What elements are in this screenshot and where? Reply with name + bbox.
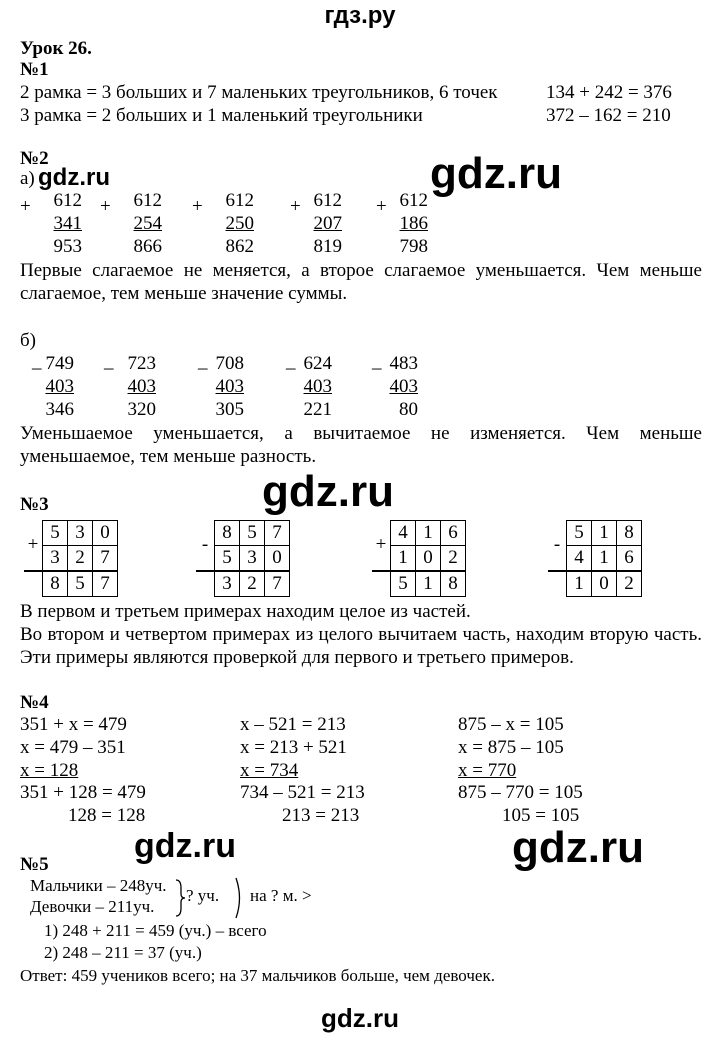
minuend: 749: [45, 353, 74, 374]
digit: 6: [441, 521, 466, 546]
digit: 3: [240, 546, 265, 572]
digit-grid-4: [548, 520, 642, 597]
digit-grid-1: [24, 520, 118, 597]
digit: 7: [93, 546, 118, 572]
digit: 1: [592, 521, 617, 546]
addend-2: 207: [313, 213, 342, 234]
subtraction-column: [100, 353, 156, 422]
task2-label: №2: [20, 148, 49, 169]
digit: 5: [68, 571, 93, 597]
addend-2: 341: [53, 213, 82, 234]
addend-1: 612: [53, 190, 82, 211]
subtrahend: 403: [303, 376, 332, 397]
task1-line2: 3 рамка = 2 больших и 1 маленький треугольники: [20, 105, 423, 126]
subtrahend: 403: [215, 376, 244, 397]
watermark: gdz.ru: [262, 467, 394, 516]
lesson-title: Урок 26.: [20, 38, 92, 59]
check-line: 734 – 521 = 213: [240, 782, 365, 804]
digit: 5: [43, 521, 68, 546]
digit: 0: [265, 546, 290, 572]
sum: 953: [53, 236, 82, 257]
minuend: 708: [215, 353, 244, 374]
task2-b-label: б): [20, 330, 36, 351]
minus-sign: _: [372, 351, 382, 372]
digit: 0: [93, 521, 118, 546]
difference: 305: [215, 399, 244, 420]
digit: 4: [567, 546, 592, 572]
task1-line1: 2 рамка = 3 больших и 7 маленьких треугольников, 6 точек: [20, 82, 498, 103]
addition-column: [290, 190, 342, 259]
digit: 7: [265, 521, 290, 546]
watermark: gdz.ru: [321, 1003, 399, 1033]
digit: 1: [391, 546, 416, 572]
sum: 798: [399, 236, 428, 257]
addend-2: 250: [225, 213, 254, 234]
check-result: 105 = 105: [502, 805, 580, 827]
task4-label: №4: [20, 692, 49, 713]
task3-text1: В первом и третьем примерах находим целое из частей.: [20, 601, 471, 622]
digit: 5: [391, 571, 416, 597]
addition-column: [100, 190, 162, 259]
plus-sign: +: [100, 196, 111, 217]
subtrahend: 403: [389, 376, 418, 397]
equation-column-2: [240, 714, 365, 828]
difference: 346: [45, 399, 74, 420]
operation-sign: +: [24, 521, 43, 572]
brace-icon: [174, 878, 186, 918]
addend-1: 612: [313, 190, 342, 211]
minus-sign: _: [198, 351, 208, 372]
girls-count: Девочки – 211уч.: [30, 897, 155, 916]
digit: 7: [265, 571, 290, 597]
addend-1: 612: [399, 190, 428, 211]
total-question: ? уч.: [186, 886, 220, 905]
addition-column: [376, 190, 428, 259]
watermark: gdz.ru: [512, 823, 644, 872]
check-result: 128 = 128: [68, 805, 146, 827]
watermark: gdz.ru: [430, 149, 562, 198]
digit: 5: [567, 521, 592, 546]
boys-count: Мальчики – 248уч.: [30, 876, 167, 895]
task3-label: №3: [20, 494, 49, 515]
minuend: 723: [127, 353, 156, 374]
addition-column: [192, 190, 254, 259]
digit: 0: [592, 571, 617, 597]
operation-sign: -: [196, 521, 215, 572]
minus-sign: _: [286, 351, 296, 372]
digit: 1: [416, 521, 441, 546]
bracket-icon: [234, 876, 244, 920]
digit: 4: [391, 521, 416, 546]
equation-line: x = 213 + 521: [240, 736, 347, 758]
digit: 7: [93, 571, 118, 597]
digit: 5: [215, 546, 240, 572]
task1-label: №1: [20, 59, 49, 80]
addend-2: 254: [133, 213, 162, 234]
digit: 1: [567, 571, 592, 597]
subtrahend: 403: [45, 376, 74, 397]
solution-step-1: 1) 248 + 211 = 459 (уч.) – всего: [44, 921, 267, 940]
digit: 5: [240, 521, 265, 546]
minus-sign: _: [104, 351, 114, 372]
minus-sign: _: [32, 351, 42, 372]
watermark: gdz.ru: [134, 827, 236, 865]
subtraction-column: [370, 353, 418, 422]
plus-sign: +: [192, 196, 203, 217]
digit: 8: [215, 521, 240, 546]
minuend: 624: [303, 353, 332, 374]
subtraction-column: [196, 353, 244, 422]
digit: 2: [617, 571, 642, 597]
minuend: 483: [389, 353, 418, 374]
digit: 0: [416, 546, 441, 572]
operation-sign: +: [372, 521, 391, 572]
digit: 8: [441, 571, 466, 597]
equation-solution: x = 770: [458, 759, 517, 781]
equation-line: 875 – x = 105: [458, 714, 564, 735]
operation-sign: -: [548, 521, 567, 572]
equation-solution: x = 128: [20, 759, 79, 781]
equation-line: x – 521 = 213: [240, 714, 346, 735]
digit-grid-2: [196, 520, 290, 597]
site-header: гдз.ру: [324, 2, 396, 29]
digit: 8: [617, 521, 642, 546]
task1-eq2: 372 – 162 = 210: [546, 105, 671, 126]
difference: 320: [127, 399, 156, 420]
addition-column: [20, 190, 82, 259]
equation-solution: x = 734: [240, 759, 299, 781]
plus-sign: +: [20, 196, 31, 217]
subtrahend: 403: [127, 376, 156, 397]
digit: 2: [441, 546, 466, 572]
digit: 2: [68, 546, 93, 572]
task2-b-explanation: Уменьшаемое уменьшается, а вычитаемое не изменяется. Чем меньше уменьшаемое, тем меньше разность.: [20, 423, 702, 467]
addend-1: 612: [133, 190, 162, 211]
subtraction-column: [20, 353, 74, 422]
task2-a-explanation: Первые слагаемое не меняется, а второе слагаемое уменьшается. Чем меньше слагаемое, тем меньше значение суммы.: [20, 260, 702, 304]
task5-label: №5: [20, 854, 49, 875]
digit: 3: [43, 546, 68, 572]
plus-sign: +: [376, 196, 387, 217]
addend-2: 186: [399, 213, 428, 234]
difference: 80: [399, 399, 418, 420]
task2-a-label: а): [20, 168, 35, 189]
addend-1: 612: [225, 190, 254, 211]
difference: 221: [303, 399, 332, 420]
sum: 866: [133, 236, 162, 257]
answer: Ответ: 459 учеников всего; на 37 мальчиков больше, чем девочек.: [20, 966, 495, 985]
sum: 819: [313, 236, 342, 257]
digit: 8: [43, 571, 68, 597]
check-result: 213 = 213: [282, 805, 360, 827]
sum: 862: [225, 236, 254, 257]
digit: 1: [592, 546, 617, 572]
check-line: 351 + 128 = 479: [20, 782, 146, 804]
digit: 6: [617, 546, 642, 572]
digit-grid-3: [372, 520, 466, 597]
digit: 3: [215, 571, 240, 597]
watermark: gdz.ru: [38, 164, 110, 191]
digit: 3: [68, 521, 93, 546]
task1-eq1: 134 + 242 = 376: [546, 82, 672, 103]
equation-line: 351 + x = 479: [20, 714, 127, 735]
digit: 2: [240, 571, 265, 597]
task3-text2: Во втором и четвертом примерах из целого вычитаем часть, находим вторую часть. Эти примеры являются проверкой для первого и третьего примеров.: [20, 624, 702, 668]
equation-line: x = 479 – 351: [20, 736, 126, 758]
solution-step-2: 2) 248 – 211 = 37 (уч.): [44, 943, 202, 962]
plus-sign: +: [290, 196, 301, 217]
check-line: 875 – 770 = 105: [458, 782, 583, 804]
equation-column-1: [20, 714, 146, 828]
digit: 1: [416, 571, 441, 597]
equation-column-3: [458, 714, 583, 828]
equation-line: x = 875 – 105: [458, 736, 564, 758]
difference-question: на ? м. >: [250, 886, 312, 905]
subtraction-column: [284, 353, 332, 422]
